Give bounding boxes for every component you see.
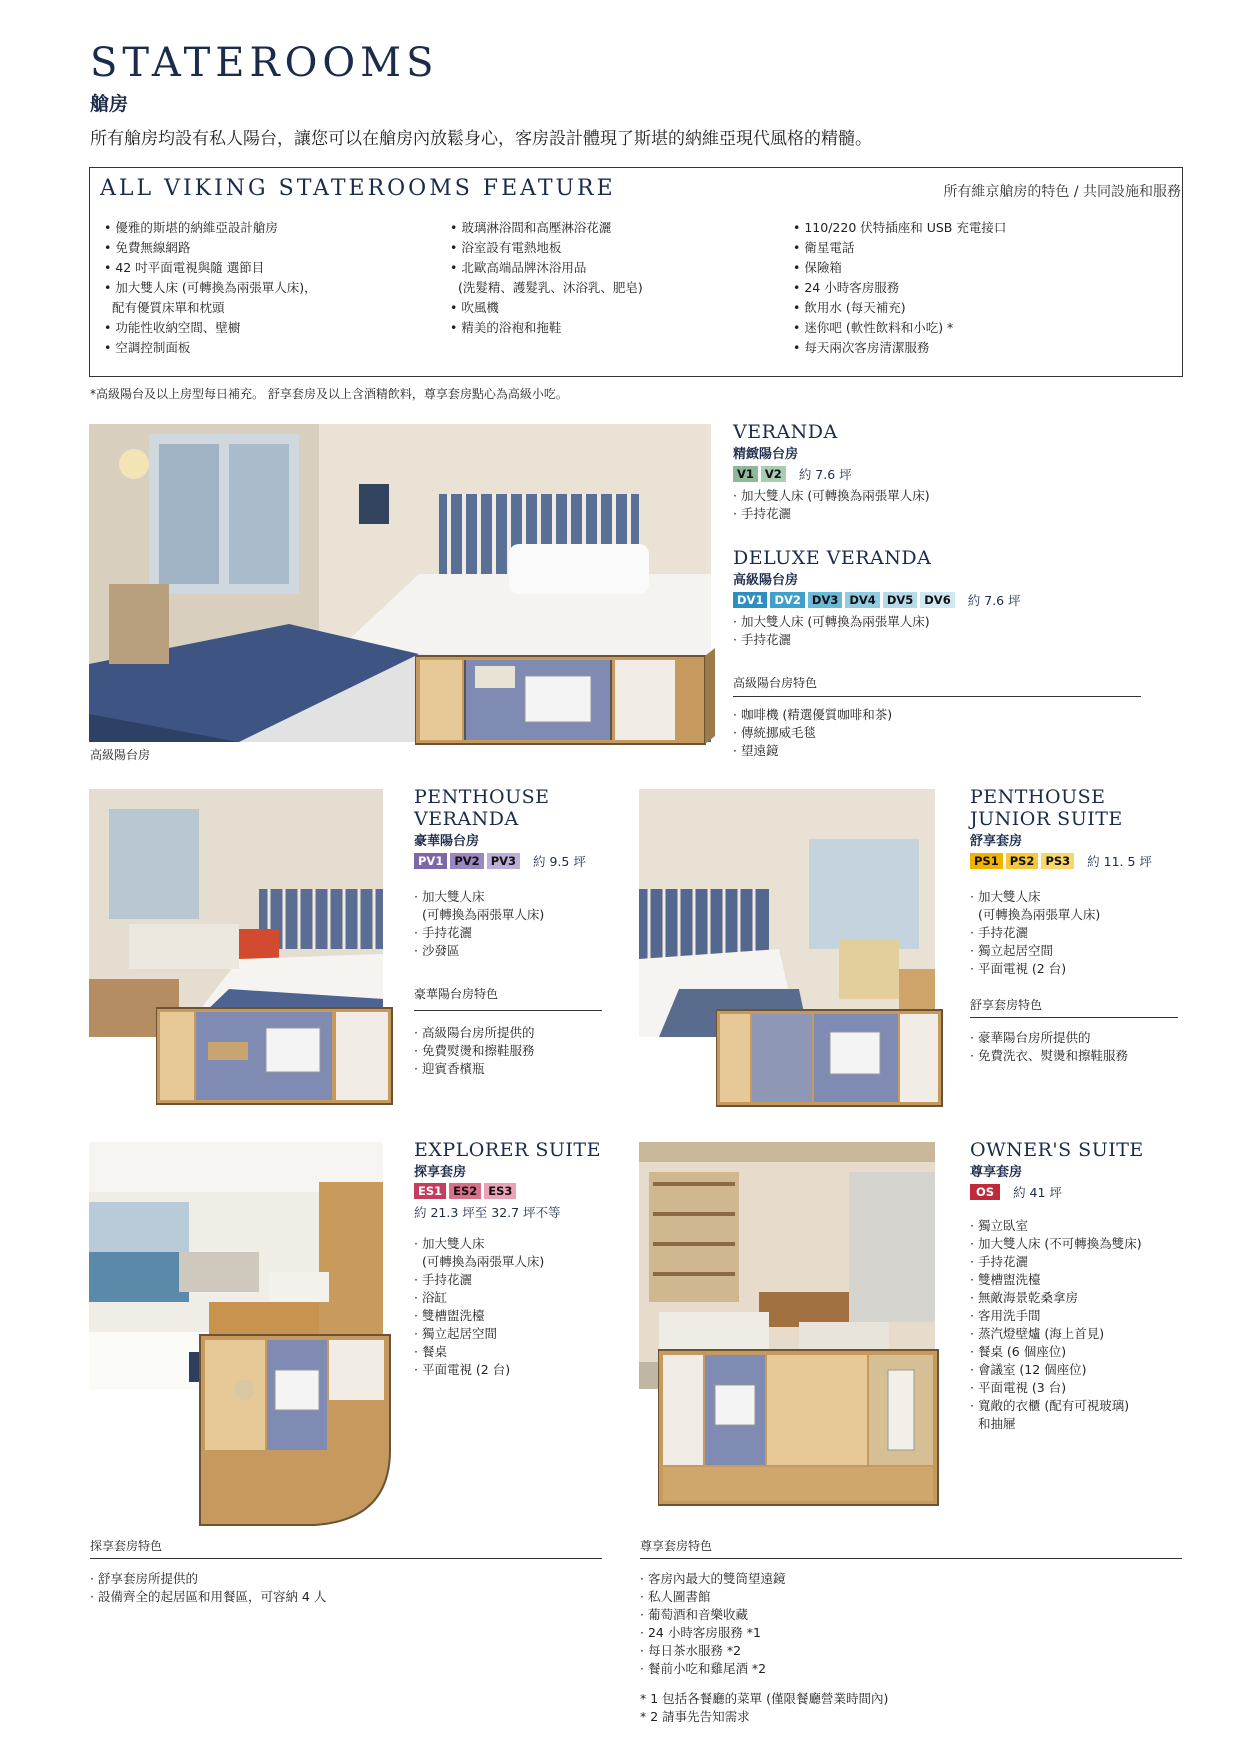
bullet-item: · 手持花灑 bbox=[970, 1254, 1028, 1269]
divider bbox=[640, 1558, 1182, 1559]
deluxe-veranda-subtitle: 高級陽台房 bbox=[733, 573, 799, 588]
explorer-size: 約 21.3 坪至 32.7 坪不等 bbox=[414, 1205, 561, 1220]
deluxe-veranda-title: DELUXE VERANDA bbox=[733, 547, 932, 569]
explorer-bullets bbox=[414, 1235, 634, 1379]
veranda-subtitle: 精緻陽台房 bbox=[733, 447, 799, 462]
room-code-badge: ES3 bbox=[484, 1183, 516, 1199]
room-code-badge: DV2 bbox=[770, 592, 804, 608]
feature-item: • 保險箱 bbox=[793, 260, 842, 275]
feature-item: • 吹風機 bbox=[450, 300, 499, 315]
features-col-3 bbox=[793, 218, 1006, 358]
bullet-item: · 手持花灑 bbox=[733, 506, 791, 521]
veranda-title: VERANDA bbox=[733, 421, 838, 443]
explorer-title: EXPLORER SUITE bbox=[414, 1139, 601, 1161]
penthouse-veranda-subtitle: 豪華陽台房 bbox=[414, 834, 480, 849]
feature-item: • 功能性收納空間、壁櫥 bbox=[104, 320, 241, 335]
bullet-item: (可轉換為兩張單人床) bbox=[414, 1254, 545, 1269]
bullet-item: · 加大雙人床 bbox=[414, 1236, 485, 1251]
bullet-item: · 每日茶水服務 *2 bbox=[640, 1643, 742, 1658]
owners-subtitle: 尊享套房 bbox=[970, 1165, 1023, 1180]
deluxe-veranda-codes bbox=[733, 591, 1163, 609]
penthouse-junior-photo bbox=[639, 789, 935, 1037]
feature-item: • 浴室設有電熱地板 bbox=[450, 240, 562, 255]
bullet-item: · 免費洗衣、熨燙和擦鞋服務 bbox=[970, 1048, 1128, 1063]
feature-item: • 每天兩次客房清潔服務 bbox=[793, 340, 930, 355]
room-code-badge: DV3 bbox=[808, 592, 842, 608]
feature-item: • 玻璃淋浴間和高壓淋浴花灑 bbox=[450, 220, 612, 235]
divider bbox=[970, 1017, 1178, 1018]
bullet-item: (可轉換為兩張單人床) bbox=[970, 907, 1101, 922]
bullet-item: · 會議室 (12 個座位) bbox=[970, 1362, 1087, 1377]
owners-title: OWNER'S SUITE bbox=[970, 1139, 1144, 1161]
room-code-badge: DV5 bbox=[883, 592, 917, 608]
deluxe-veranda-feature-label: 高級陽台房特色 bbox=[733, 676, 818, 690]
bullet-item: · 寬敞的衣櫃 (配有可視玻璃) bbox=[970, 1398, 1130, 1413]
divider bbox=[733, 696, 1141, 697]
deluxe-veranda-section bbox=[733, 547, 1163, 649]
room-code-badge: DV1 bbox=[733, 592, 767, 608]
room-code-badge: PS1 bbox=[970, 853, 1003, 869]
divider bbox=[90, 1558, 602, 1559]
feature-item: 配有優質床單和枕頭 bbox=[104, 300, 225, 315]
deluxe-veranda-bullets bbox=[733, 613, 1163, 649]
features-heading: ALL VIKING STATEROOMS FEATURE bbox=[100, 176, 616, 201]
owners-features bbox=[640, 1570, 785, 1678]
feature-item: • 精美的浴袍和拖鞋 bbox=[450, 320, 562, 335]
bullet-item: · 雙槽盥洗檯 bbox=[970, 1272, 1041, 1287]
deluxe-veranda-floorplan bbox=[415, 648, 715, 754]
penthouse-veranda-feature-label: 豪華陽台房特色 bbox=[414, 987, 499, 1001]
explorer-subtitle: 探享套房 bbox=[414, 1165, 467, 1180]
features-heading-zh: 所有維京艙房的特色 / 共同設施和服務 bbox=[943, 184, 1181, 200]
feature-item: • 迷你吧 (軟性飲料和小吃) * bbox=[793, 320, 954, 335]
bullet-item: · 私人圖書館 bbox=[640, 1589, 711, 1604]
penthouse-veranda-features bbox=[414, 1024, 534, 1078]
veranda-bullets bbox=[733, 487, 1153, 523]
bullet-item: · 舒享套房所提供的 bbox=[90, 1571, 198, 1586]
feature-item: • 免費無線網路 bbox=[104, 240, 191, 255]
penthouse-junior-floorplan bbox=[716, 1002, 946, 1112]
bullet-item: · 客用洗手間 bbox=[970, 1308, 1041, 1323]
bullet-item: · 平面電視 (2 台) bbox=[970, 961, 1067, 976]
penthouse-veranda-section bbox=[414, 786, 614, 960]
penthouse-junior-subtitle: 舒享套房 bbox=[970, 834, 1023, 849]
penthouse-junior-section bbox=[970, 786, 1190, 978]
penthouse-junior-title-2: JUNIOR SUITE bbox=[970, 808, 1123, 830]
feature-item: • 優雅的斯堪的納維亞設計艙房 bbox=[104, 220, 278, 235]
veranda-codes bbox=[733, 465, 1153, 483]
bullet-item: · 加大雙人床 (不可轉換為雙床) bbox=[970, 1236, 1142, 1251]
bullet-item: · 平面電視 (3 台) bbox=[970, 1380, 1067, 1395]
bullet-item: · 望遠鏡 bbox=[733, 743, 779, 758]
bullet-item: · 手持花灑 bbox=[414, 1272, 472, 1287]
feature-item: • 北歐高端品牌沐浴用品 bbox=[450, 260, 587, 275]
page-title: STATEROOMS bbox=[90, 40, 439, 86]
owners-floorplan bbox=[658, 1345, 943, 1510]
bullet-item: · 無敵海景乾桑拿房 bbox=[970, 1290, 1078, 1305]
bullet-item: · 浴缸 bbox=[414, 1290, 447, 1305]
room-code-badge: V2 bbox=[761, 466, 786, 482]
bullet-item: · 蒸汽燈壁爐 (海上首見) bbox=[970, 1326, 1105, 1341]
bullet-item: · 加大雙人床 bbox=[414, 889, 485, 904]
bullet-item: · 傳統挪威毛毯 bbox=[733, 725, 816, 740]
intro-text: 所有艙房均設有私人陽台，讓您可以在艙房內放鬆身心，客房設計體現了斯堪的納維亞現代風格的精髓。 bbox=[90, 129, 872, 149]
owners-size: 約 41 坪 bbox=[1013, 1185, 1062, 1200]
room-code-badge: V1 bbox=[733, 466, 758, 482]
room-code-badge: DV4 bbox=[845, 592, 879, 608]
features-col-2 bbox=[450, 218, 643, 338]
footnote: * 2 請事先告知需求 bbox=[640, 1709, 750, 1724]
bullet-item: · 沙發區 bbox=[414, 943, 460, 958]
penthouse-veranda-size: 約 9.5 坪 bbox=[533, 854, 586, 869]
explorer-section bbox=[414, 1139, 634, 1379]
owners-feature-label: 尊享套房特色 bbox=[640, 1539, 713, 1553]
room-code-badge: PV1 bbox=[414, 853, 447, 869]
footnote: * 1 包括各餐廳的菜單 (僅限餐廳營業時間內) bbox=[640, 1691, 889, 1706]
penthouse-junior-title-1: PENTHOUSE bbox=[970, 786, 1106, 808]
feature-item: • 42 吋平面電視與隨 選節目 bbox=[104, 260, 265, 275]
bullet-item: · 餐前小吃和雞尾酒 *2 bbox=[640, 1661, 767, 1676]
penthouse-junior-bullets bbox=[970, 888, 1190, 978]
bullet-item: · 豪華陽台房所提供的 bbox=[970, 1030, 1091, 1045]
feature-item: • 空調控制面板 bbox=[104, 340, 191, 355]
bullet-item: · 手持花灑 bbox=[414, 925, 472, 940]
bullet-item: · 餐桌 (6 個座位) bbox=[970, 1344, 1067, 1359]
bullet-item: · 餐桌 bbox=[414, 1344, 447, 1359]
explorer-feature-label: 探享套房特色 bbox=[90, 1539, 163, 1553]
feature-item: • 加大雙人床 (可轉換為兩張單人床)， bbox=[104, 280, 317, 295]
bullet-item: · 加大雙人床 bbox=[970, 889, 1041, 904]
bullet-item: · 客房內最大的雙筒望遠鏡 bbox=[640, 1571, 786, 1586]
explorer-features bbox=[90, 1570, 326, 1606]
room-code-badge: ES1 bbox=[414, 1183, 446, 1199]
feature-item: • 飲用水 (每天補充) bbox=[793, 300, 906, 315]
owners-bullets bbox=[970, 1217, 1210, 1433]
bullet-item: · 獨立起居空間 bbox=[970, 943, 1053, 958]
owners-codes bbox=[970, 1183, 1210, 1201]
bullet-item: · 雙槽盥洗檯 bbox=[414, 1308, 485, 1323]
explorer-codes bbox=[414, 1183, 634, 1199]
bullet-item: · 設備齊全的起居區和用餐區，可容納 4 人 bbox=[90, 1589, 327, 1604]
page-subtitle: 艙房 bbox=[90, 93, 129, 115]
owners-footnotes bbox=[640, 1690, 888, 1726]
penthouse-junior-features bbox=[970, 1029, 1128, 1065]
veranda-size: 約 7.6 坪 bbox=[798, 467, 852, 482]
features-note: *高級陽台及以上房型每日補充。 舒享套房及以上含酒精飲料，尊享套房點心為高級小吃。 bbox=[90, 387, 568, 401]
bullet-item: · 獨立起居空間 bbox=[414, 1326, 497, 1341]
feature-item: • 110/220 伏特插座和 USB 充電接口 bbox=[793, 220, 1007, 235]
veranda-section bbox=[733, 421, 1153, 523]
room-code-badge: PV2 bbox=[450, 853, 483, 869]
bullet-item: · 獨立臥室 bbox=[970, 1218, 1028, 1233]
bullet-item: · 葡萄酒和音樂收藏 bbox=[640, 1607, 748, 1622]
penthouse-veranda-floorplan bbox=[156, 1000, 396, 1110]
bullet-item: · 加大雙人床 (可轉換為兩張單人床) bbox=[733, 488, 930, 503]
room-code-badge: OS bbox=[970, 1184, 1000, 1200]
room-code-badge: ES2 bbox=[449, 1183, 481, 1199]
bullet-item: · 咖啡機 (精選優質咖啡和茶) bbox=[733, 707, 893, 722]
room-code-badge: PV3 bbox=[487, 853, 520, 869]
features-col-1 bbox=[104, 218, 317, 358]
bullet-item: · 加大雙人床 (可轉換為兩張單人床) bbox=[733, 614, 930, 629]
divider bbox=[414, 1010, 602, 1011]
bullet-item: · 平面電視 (2 台) bbox=[414, 1362, 511, 1377]
veranda-photo-caption: 高級陽台房 bbox=[90, 748, 151, 762]
bullet-item: · 免費熨燙和擦鞋服務 bbox=[414, 1043, 535, 1058]
penthouse-junior-size: 約 11. 5 坪 bbox=[1087, 854, 1152, 869]
bullet-item: · 手持花灑 bbox=[733, 632, 791, 647]
room-code-badge: DV6 bbox=[920, 592, 954, 608]
bullet-item: · 迎賓香檳瓶 bbox=[414, 1061, 485, 1076]
penthouse-junior-feature-label: 舒享套房特色 bbox=[970, 998, 1043, 1012]
bullet-item: · 高級陽台房所提供的 bbox=[414, 1025, 535, 1040]
owners-section bbox=[970, 1139, 1210, 1433]
penthouse-veranda-title-2: VERANDA bbox=[414, 808, 519, 830]
bullet-item: (可轉換為兩張單人床) bbox=[414, 907, 545, 922]
bullet-item: · 手持花灑 bbox=[970, 925, 1028, 940]
room-code-badge: PS2 bbox=[1006, 853, 1039, 869]
room-code-badge: PS3 bbox=[1041, 853, 1074, 869]
deluxe-veranda-size: 約 7.6 坪 bbox=[967, 593, 1021, 608]
penthouse-veranda-title-1: PENTHOUSE bbox=[414, 786, 550, 808]
penthouse-veranda-codes bbox=[414, 852, 614, 870]
bullet-item: 和抽屜 bbox=[970, 1416, 1016, 1431]
penthouse-veranda-bullets bbox=[414, 888, 614, 960]
penthouse-junior-codes bbox=[970, 852, 1190, 870]
explorer-floorplan bbox=[195, 1330, 400, 1530]
bullet-item: · 24 小時客房服務 *1 bbox=[640, 1625, 762, 1640]
feature-item: • 24 小時客房服務 bbox=[793, 280, 900, 295]
feature-item: (洗髮精、護髮乳、沐浴乳、肥皂) bbox=[450, 280, 643, 295]
deluxe-veranda-features bbox=[733, 706, 892, 760]
feature-item: • 衛星電話 bbox=[793, 240, 855, 255]
